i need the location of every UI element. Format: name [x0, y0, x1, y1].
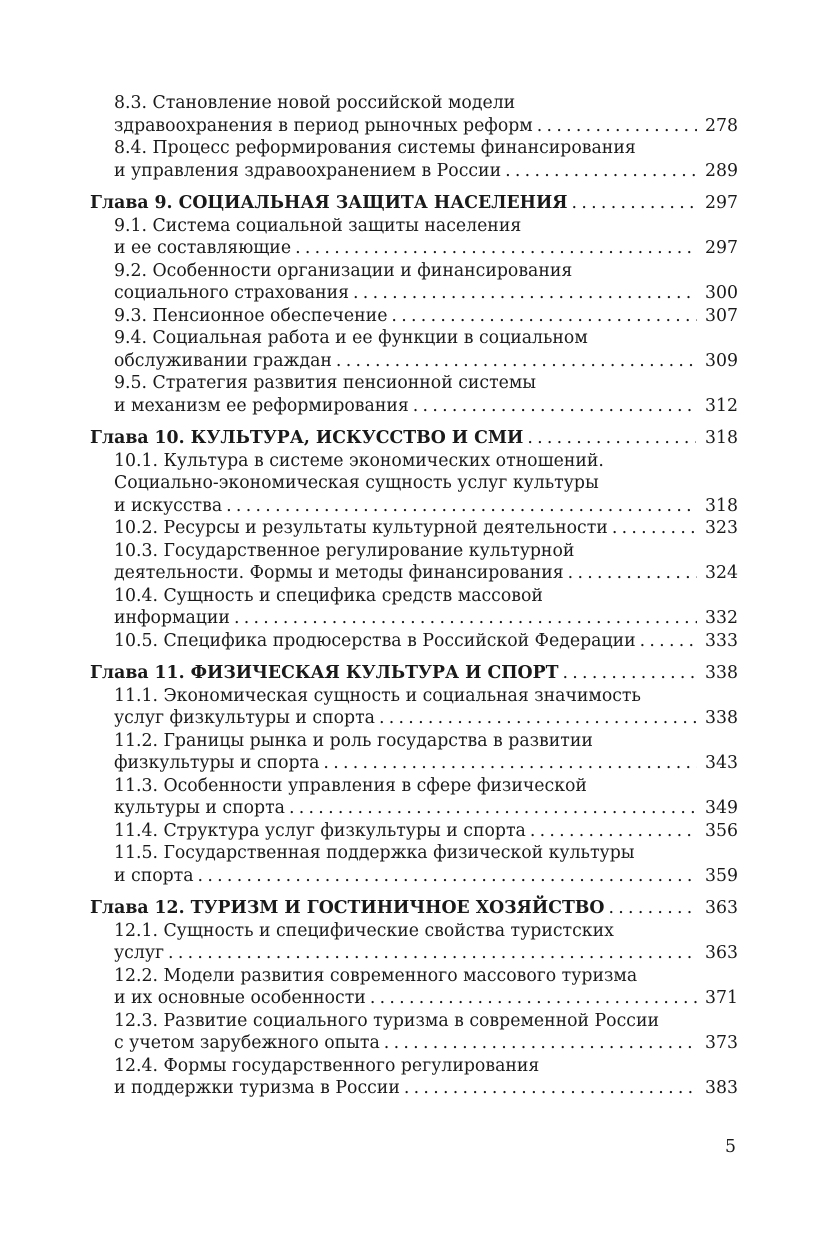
toc-entry-line: 12.2. Модели развития современного массового туризма: [114, 965, 638, 986]
toc-entry: [90, 1010, 738, 1055]
toc-entry-line: информации: [114, 608, 230, 628]
toc-entry: [90, 1055, 738, 1100]
chapter-section: [90, 427, 738, 652]
toc-entry-line: 10.4. Сущность и специфика средств массовой: [114, 585, 543, 606]
leader-dots: [530, 820, 697, 843]
page-ref: 278: [705, 115, 738, 136]
toc-entry-line: 12.4. Формы государственного регулирования: [114, 1055, 540, 1076]
leader-dots: [612, 517, 697, 540]
chapter-title: Глава 10. КУЛЬТУРА, ИСКУССТВО И СМИ: [90, 428, 524, 448]
toc-entry: [90, 517, 738, 540]
leader-dots: [370, 987, 697, 1010]
page-ref: 356: [705, 820, 738, 841]
toc-entry: [90, 372, 738, 417]
toc-entry-line: Социально-экономическая сущность услуг культуры: [114, 473, 599, 493]
intro-section: [90, 92, 738, 182]
page-ref: 318: [705, 495, 738, 516]
leader-dots: [413, 395, 697, 418]
toc-entry-row: [114, 517, 738, 540]
page-ref: 333: [705, 630, 738, 651]
toc-entry-line: и искусства: [114, 495, 223, 516]
page-number: 5: [725, 1137, 736, 1157]
toc-entry-line: и их основные особенности: [114, 988, 366, 1008]
leader-dots: [562, 662, 696, 685]
toc-entry-row: [114, 752, 738, 775]
toc-entry-row: [114, 395, 738, 418]
leader-dots: [234, 607, 697, 630]
page-ref: 363: [705, 943, 738, 963]
toc-entry-line: 9.1. Система социальной защиты населения: [114, 215, 522, 236]
toc-entry-line: здравоохранения в период рыночных реформ: [114, 115, 533, 136]
leader-dots: [505, 160, 697, 183]
toc-entry-row: [114, 820, 738, 843]
toc-entry-line: 9.5. Стратегия развития пенсионной системы: [114, 373, 537, 393]
toc-entry: [90, 775, 738, 820]
chapter-heading: [90, 427, 738, 450]
toc-entry-line: 11.1. Экономическая сущность и социальная значимость: [114, 685, 641, 706]
toc-entry: [90, 540, 738, 585]
toc-entry: [90, 92, 738, 137]
page-ref: 300: [705, 283, 738, 303]
leader-dots: [391, 305, 697, 328]
toc-entry-line: 10.2. Ресурсы и результаты культурной деятельности: [114, 518, 608, 538]
toc-entry-row: [114, 562, 738, 585]
toc-entry-row: [114, 282, 738, 305]
leader-dots: [289, 797, 697, 820]
toc-entry: [90, 920, 738, 965]
toc-entry: [90, 965, 738, 1010]
page-ref: 297: [705, 238, 738, 258]
chapter-title: Глава 11. ФИЗИЧЕСКАЯ КУЛЬТУРА И СПОРТ: [90, 663, 559, 683]
toc-entry: [90, 215, 738, 260]
chapter-section: [90, 662, 738, 887]
toc-entry-line: 10.5. Специфика продюсерства в Российской Федерации: [114, 630, 636, 651]
page-ref: 373: [705, 1033, 738, 1053]
chapter-heading: [90, 192, 738, 215]
toc-entry-line: и механизм ее реформирования: [114, 395, 409, 416]
chapter-page-ref: 297: [705, 193, 738, 213]
leader-dots: [379, 707, 697, 730]
chapter-heading: [90, 662, 738, 685]
toc-entry-line: услуг: [114, 943, 165, 963]
leader-dots: [198, 865, 697, 888]
toc-entry-line: и управления здравоохранением в России: [114, 160, 502, 181]
toc-entry-line: и ее составляющие: [114, 238, 292, 258]
toc-entry-row: [114, 115, 738, 138]
leader-dots: [608, 897, 696, 920]
toc-entry-row: [114, 987, 738, 1010]
page-ref: 289: [705, 160, 738, 181]
chapter-page-ref: 318: [705, 428, 738, 448]
leader-dots: [527, 427, 696, 450]
toc-entry: [90, 327, 738, 372]
toc-entry: [90, 585, 738, 630]
toc-entry-row: [114, 865, 738, 888]
toc-entry-row: [114, 1077, 738, 1100]
toc-entry-line: 11.5. Государственная поддержка физической культуры: [114, 843, 635, 863]
toc-entry-row: [114, 350, 738, 373]
toc-entry-line: 9.3. Пенсионное обеспечение: [114, 305, 388, 326]
toc-entry-row: [114, 495, 738, 518]
toc-entry-row: [114, 630, 738, 653]
toc-entry: [90, 730, 738, 775]
toc-entry-row: [114, 237, 738, 260]
toc-entry-line: физкультуры и спорта: [114, 753, 320, 773]
toc-entry-line: деятельности. Формы и методы финансирования: [114, 563, 564, 583]
chapter-heading: [90, 897, 738, 920]
toc-entry-row: [114, 305, 738, 328]
toc-entry-line: 8.4. Процесс реформирования системы финансирования: [114, 138, 636, 158]
page-ref: 312: [705, 395, 738, 416]
page-ref: 349: [705, 798, 738, 818]
toc-entry-line: культуры и спорта: [114, 798, 285, 818]
chapter-section: [90, 897, 738, 1100]
toc-entry-line: 9.4. Социальная работа и ее функции в социальном: [114, 328, 588, 348]
page-ref: 371: [705, 988, 738, 1008]
page-ref: 343: [705, 753, 738, 773]
chapter-title: Глава 12. ТУРИЗМ И ГОСТИНИЧНОЕ ХОЗЯЙСТВО: [90, 898, 605, 918]
toc-entry-line: и спорта: [114, 865, 194, 886]
toc-entry: [90, 450, 738, 518]
toc-entry: [90, 842, 738, 887]
leader-dots: [168, 942, 697, 965]
chapter-section: [90, 192, 738, 417]
toc-entry-row: [114, 607, 738, 630]
toc-entry-row: [114, 1032, 738, 1055]
page-ref: 383: [705, 1078, 738, 1098]
toc-entry: [90, 630, 738, 653]
toc-entry-line: 10.3. Государственное регулирование культурной: [114, 540, 575, 561]
leader-dots: [336, 350, 697, 373]
toc-entry-row: [114, 160, 738, 183]
page-ref: 307: [705, 305, 738, 326]
page-ref: 309: [705, 350, 738, 371]
leader-dots: [295, 237, 697, 260]
toc-entry-line: услуг физкультуры и спорта: [114, 708, 375, 728]
page-ref: 324: [705, 563, 738, 583]
chapter-title: Глава 9. СОЦИАЛЬНАЯ ЗАЩИТА НАСЕЛЕНИЯ: [90, 193, 568, 213]
leader-dots: [572, 192, 696, 215]
page-ref: 332: [705, 608, 738, 628]
toc-entry-row: [114, 797, 738, 820]
toc-entry-line: 11.2. Границы рынка и роль государства в развитии: [114, 730, 593, 751]
toc-entry-row: [114, 942, 738, 965]
toc-entry-line: и поддержки туризма в России: [114, 1078, 400, 1098]
toc-entry-line: 8.3. Становление новой российской модели: [114, 93, 516, 113]
toc-entry: [90, 820, 738, 843]
page-ref: 338: [705, 708, 738, 728]
chapter-page-ref: 363: [705, 898, 738, 918]
page-ref: 359: [705, 865, 738, 886]
toc-entry: [90, 685, 738, 730]
toc-entry-line: обслуживании граждан: [114, 350, 332, 371]
toc-entry-line: 11.4. Структура услуг физкультуры и спорта: [114, 820, 526, 841]
toc-entry-row: [114, 707, 738, 730]
leader-dots: [640, 630, 697, 653]
leader-dots: [323, 752, 697, 775]
page-ref: 323: [705, 518, 738, 538]
toc-entry-line: 12.1. Сущность и специфические свойства туристских: [114, 920, 614, 941]
leader-dots: [537, 115, 697, 138]
chapter-page-ref: 338: [705, 663, 738, 683]
toc-entry: [90, 305, 738, 328]
toc-entry-line: с учетом зарубежного опыта: [114, 1033, 380, 1053]
toc-entry: [90, 137, 738, 182]
toc-entry-line: 12.3. Развитие социального туризма в современной России: [114, 1010, 659, 1031]
toc-entry-line: 10.1. Культура в системе экономических отношений.: [114, 450, 604, 471]
leader-dots: [226, 495, 697, 518]
leader-dots: [353, 282, 697, 305]
toc-entry-line: социального страхования: [114, 283, 350, 303]
toc-entry-line: 9.2. Особенности организации и финансирования: [114, 260, 573, 281]
toc-entry: [90, 260, 738, 305]
table-of-contents: [90, 92, 738, 1110]
leader-dots: [384, 1032, 697, 1055]
leader-dots: [568, 562, 697, 585]
leader-dots: [404, 1077, 697, 1100]
toc-entry-line: 11.3. Особенности управления в сфере физической: [114, 775, 587, 796]
